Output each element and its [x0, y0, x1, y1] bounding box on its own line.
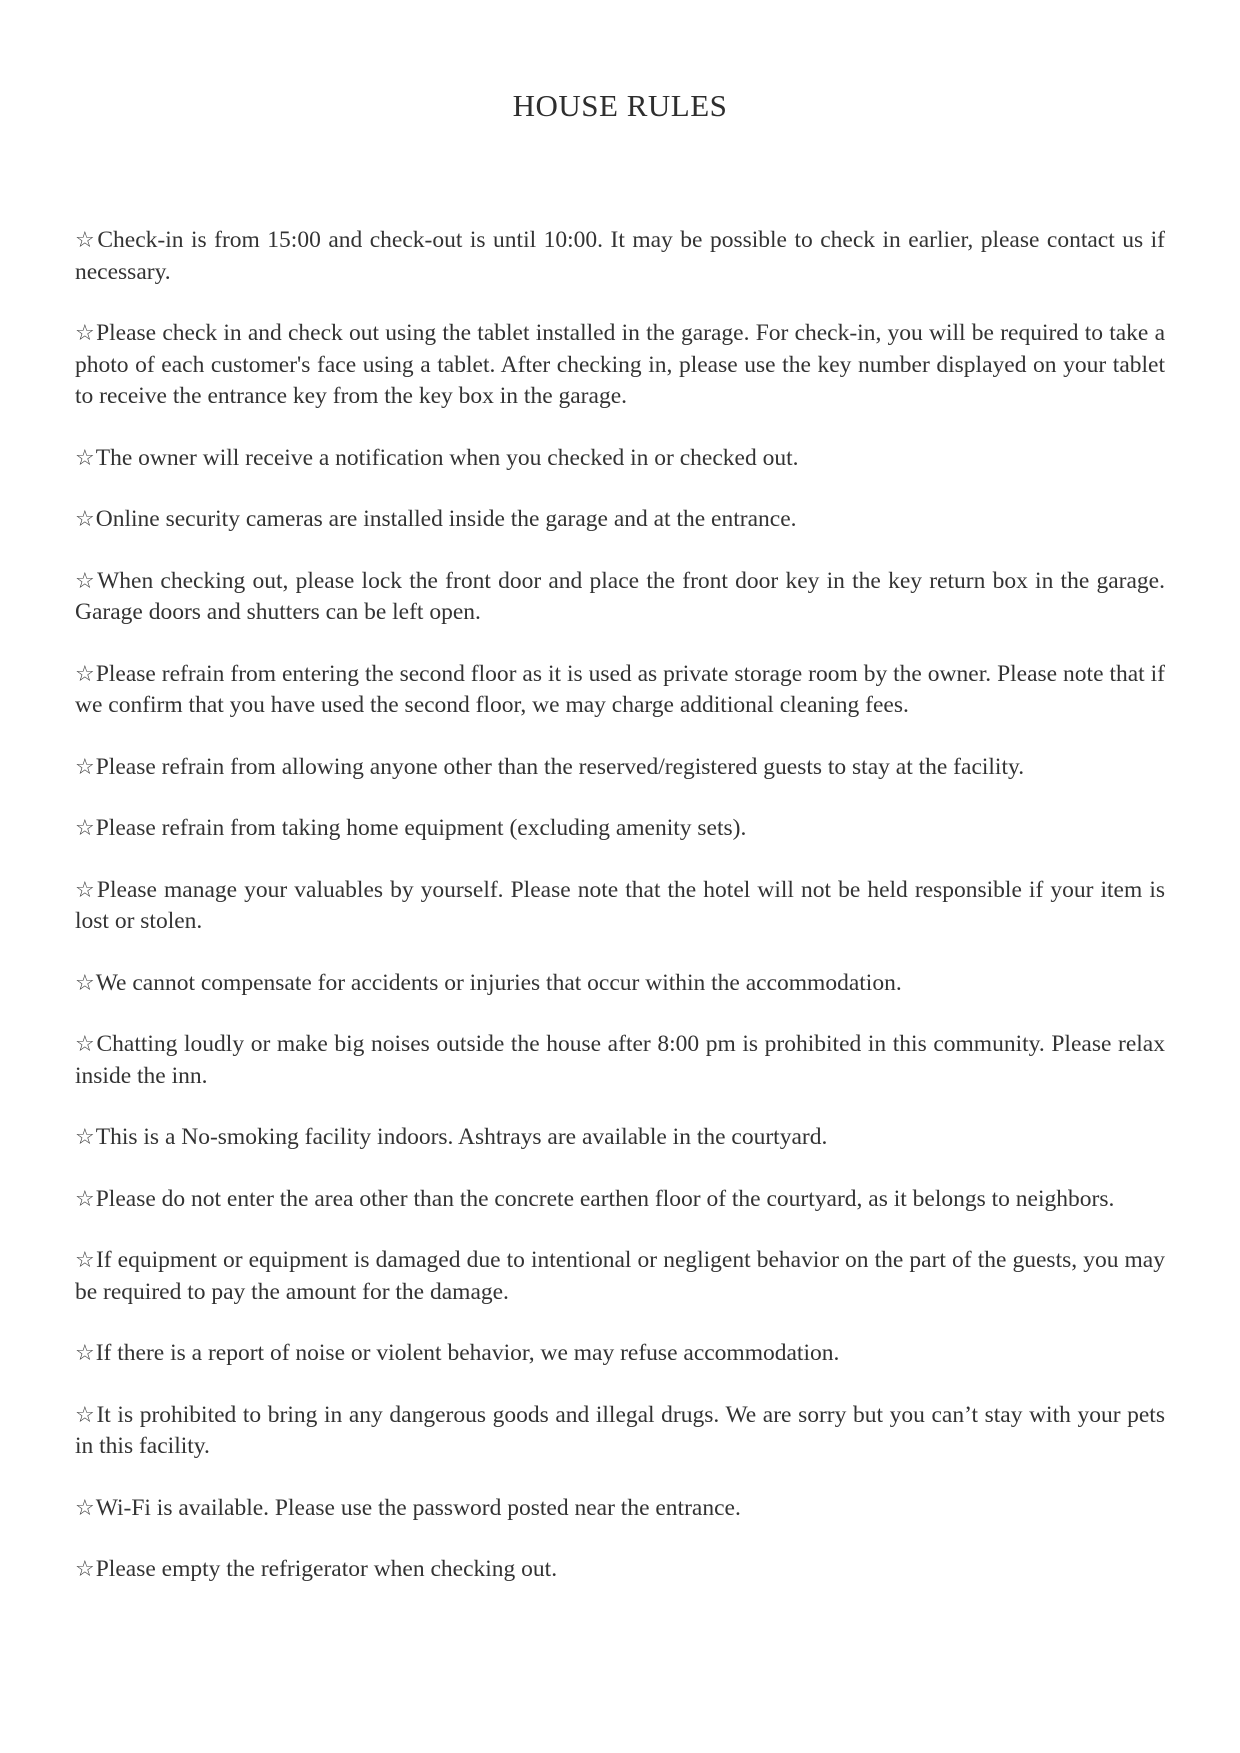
white-star-icon: ☆ [75, 970, 95, 996]
rule-item [75, 318, 1165, 413]
rule-item [75, 1245, 1165, 1308]
rule-text: If there is a report of noise or violent behavior, we may refuse accommodation. [95, 1340, 840, 1366]
white-star-icon: ☆ [75, 816, 95, 841]
page-title: HOUSE RULES [512, 88, 728, 123]
rule-item [75, 225, 1165, 288]
white-star-icon: ☆ [75, 228, 97, 253]
rule-item [75, 1493, 1165, 1525]
rule-item [75, 875, 1165, 938]
rule-text: The owner will receive a notification when you checked in or checked out. [95, 444, 799, 471]
rule-text: Check-in is from 15:00 and check-out is until 10:00. It may be possible to check in earlier, please contact us if necessary. [75, 227, 1165, 285]
white-star-icon: ☆ [75, 1248, 95, 1273]
rule-item [75, 504, 1165, 536]
rules-list [75, 225, 1165, 1616]
white-star-icon: ☆ [75, 754, 95, 780]
white-star-icon: ☆ [75, 1341, 95, 1366]
white-star-icon: ☆ [75, 445, 95, 471]
rule-item [75, 1554, 1165, 1586]
white-star-icon: ☆ [75, 1495, 95, 1521]
rule-text: Please refrain from entering the second floor as it is used as private storage room by the owner. Please note that if we confirm that you have used the second floor, we may charge additional cleaning fees. [75, 660, 1165, 718]
white-star-icon: ☆ [75, 568, 97, 594]
rule-text: When checking out, please lock the front door and place the front door key in the key return box in the garage. Garage doors and shutters can be left open. [75, 567, 1165, 625]
rule-item [75, 752, 1165, 784]
rule-text: We cannot compensate for accidents or injuries that occur within the accommodation. [95, 969, 902, 996]
rule-item [75, 1400, 1165, 1463]
rule-item [75, 968, 1165, 1000]
white-star-icon: ☆ [75, 1032, 96, 1057]
rule-item [75, 1184, 1165, 1216]
rule-text: This is a No-smoking facility indoors. Ashtrays are available in the courtyard. [95, 1124, 828, 1150]
rule-text: Online security cameras are installed inside the garage and at the entrance. [95, 506, 797, 532]
rule-text: If equipment or equipment is damaged due to intentional or negligent behavior on the part of the guests, you may be required to pay the amount for the damage. [75, 1247, 1165, 1305]
rule-item [75, 1029, 1165, 1092]
rule-text: Please refrain from taking home equipment (excluding amenity sets). [95, 815, 747, 841]
rule-item [75, 813, 1165, 845]
rule-text: Please check in and check out using the tablet installed in the garage. For check-in, you will be required to take a photo of each customer's face using a tablet. After checking in, please use the key number displayed on your tablet to receive the entrance key from the key box in the garage. [75, 320, 1165, 409]
rule-item [75, 443, 1165, 475]
rule-text: Please refrain from allowing anyone other than the reserved/registered guests to stay at the facility. [95, 753, 1025, 780]
rule-text: Wi-Fi is available. Please use the password posted near the entrance. [95, 1494, 741, 1521]
rule-text: Please empty the refrigerator when checking out. [95, 1556, 558, 1582]
white-star-icon: ☆ [75, 1402, 96, 1428]
white-star-icon: ☆ [75, 321, 96, 346]
rule-text: Please do not enter the area other than the concrete earthen floor of the courtyard, as it belongs to neighbors. [95, 1185, 1115, 1212]
white-star-icon: ☆ [75, 1557, 95, 1582]
rule-text: Please manage your valuables by yourself. Please note that the hotel will not be held responsible if your item is lost or stolen. [75, 876, 1165, 934]
white-star-icon: ☆ [75, 507, 95, 532]
rule-item [75, 659, 1165, 722]
white-star-icon: ☆ [75, 1125, 95, 1150]
white-star-icon: ☆ [75, 1186, 95, 1212]
white-star-icon: ☆ [75, 661, 95, 687]
rule-item [75, 1338, 1165, 1370]
rule-text: It is prohibited to bring in any dangerous goods and illegal drugs. We are sorry but you can’t stay with your pets in this facility. [75, 1401, 1165, 1459]
rule-item [75, 566, 1165, 629]
rule-item [75, 1122, 1165, 1154]
white-star-icon: ☆ [75, 877, 96, 903]
rule-text: Chatting loudly or make big noises outside the house after 8:00 pm is prohibited in this community. Please relax inside the inn. [75, 1031, 1165, 1089]
